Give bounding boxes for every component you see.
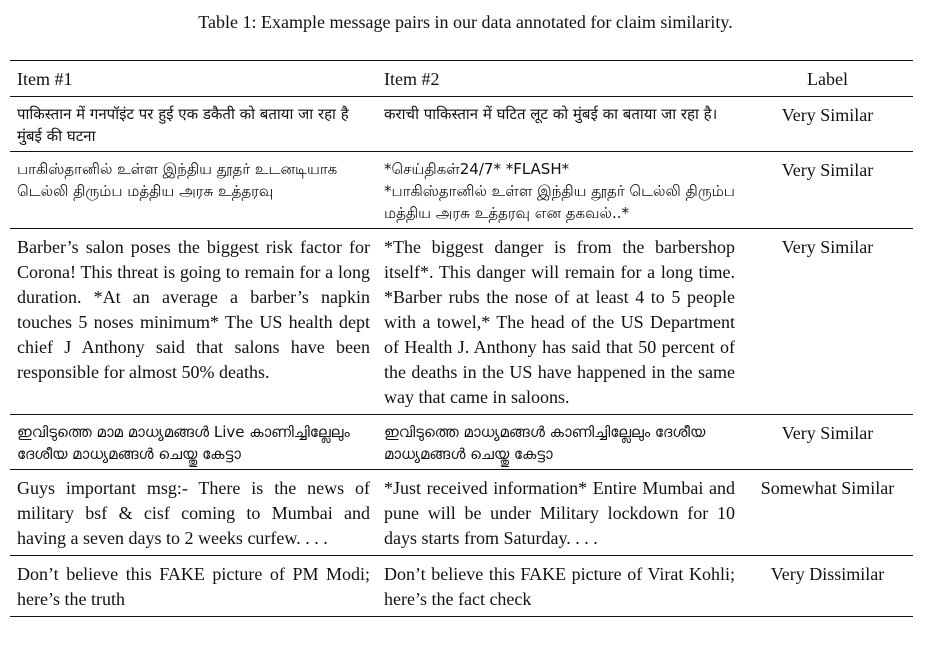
row-5-item1: Guys important msg:- There is the news of military bsf & cisf coming to Mumbai and having a seven days to 2 weeks curfew. . . . <box>10 470 377 556</box>
header-item2: Item #2 <box>377 61 742 97</box>
claim-similarity-table <box>10 60 913 617</box>
row-1-item2: कराची पाकिस्तान में घटित लूट को मुंबई का बताया जा रहा है। <box>377 97 742 152</box>
table-caption: Table 1: Example message pairs in our data annotated for claim similarity. <box>198 12 733 32</box>
row-4-item1: ഇവിടുത്തെ മാമ മാധ്യമങ്ങൾ Live കാണിച്ചില്ലേലും ദേശീയ മാധ്യമങ്ങൾ ചെയ്തു കേട്ടാ <box>10 415 377 470</box>
header-label: Label <box>742 61 913 97</box>
row-2-item1: பாகிஸ்தானில் உள்ள இந்திய தூதர் உடனடியாக டெல்லி திரும்ப மத்திய அரசு உத்தரவு <box>10 152 377 229</box>
table-row <box>10 470 913 556</box>
table-row <box>10 152 913 229</box>
table-row <box>10 415 913 470</box>
row-5-label: Somewhat Similar <box>742 470 913 556</box>
row-4-label: Very Similar <box>742 415 913 470</box>
row-6-label: Very Dissimilar <box>742 556 913 617</box>
header-item1: Item #1 <box>10 61 377 97</box>
row-5-item2: *Just received information* Entire Mumbai and pune will be under Military lockdown for 10 days starts from Saturday. . . . <box>377 470 742 556</box>
row-3-item2: *The biggest danger is from the barbershop itself*. This danger will remain for a long time. *Barber rubs the nose of at least 4 to 5 people with a towel,* The head of the US Department of Health J. Anthony has said that 50 percent of the deaths in the US have happened in the same way that came in saloons. <box>377 229 742 415</box>
row-2-label: Very Similar <box>742 152 913 229</box>
row-3-label: Very Similar <box>742 229 913 415</box>
row-6-item1: Don’t believe this FAKE picture of PM Modi; here’s the truth <box>10 556 377 617</box>
table-header-row <box>10 61 913 97</box>
row-1-item1: पाकिस्तान में गनपॉइंट पर हुई एक डकैती को बताया जा रहा है मुंबई की घटना <box>10 97 377 152</box>
row-4-item2: ഇവിടുത്തെ മാധ്യമങ്ങൾ കാണിച്ചില്ലേലും ദേശീയ മാധ്യമങ്ങൾ ചെയ്തു കേട്ടാ <box>377 415 742 470</box>
row-3-item1: Barber’s salon poses the biggest risk factor for Corona! This threat is going to remain for a long duration. *At an average a barber’s napkin touches 5 noses minimum* The US health dept chief J Anthony said that salons have been responsible for almost 50% deaths. <box>10 229 377 415</box>
table-row <box>10 97 913 152</box>
row-6-item2: Don’t believe this FAKE picture of Virat Kohli; here’s the fact check <box>377 556 742 617</box>
table-row <box>10 556 913 617</box>
row-1-label: Very Similar <box>742 97 913 152</box>
row-2-item2: *செய்திகள்24/7* *FLASH* *பாகிஸ்தானில் உள்ள இந்திய தூதர் டெல்லி திரும்ப மத்திய அரசு உத்தரவு என தகவல்..* <box>377 152 742 229</box>
table-row <box>10 229 913 415</box>
